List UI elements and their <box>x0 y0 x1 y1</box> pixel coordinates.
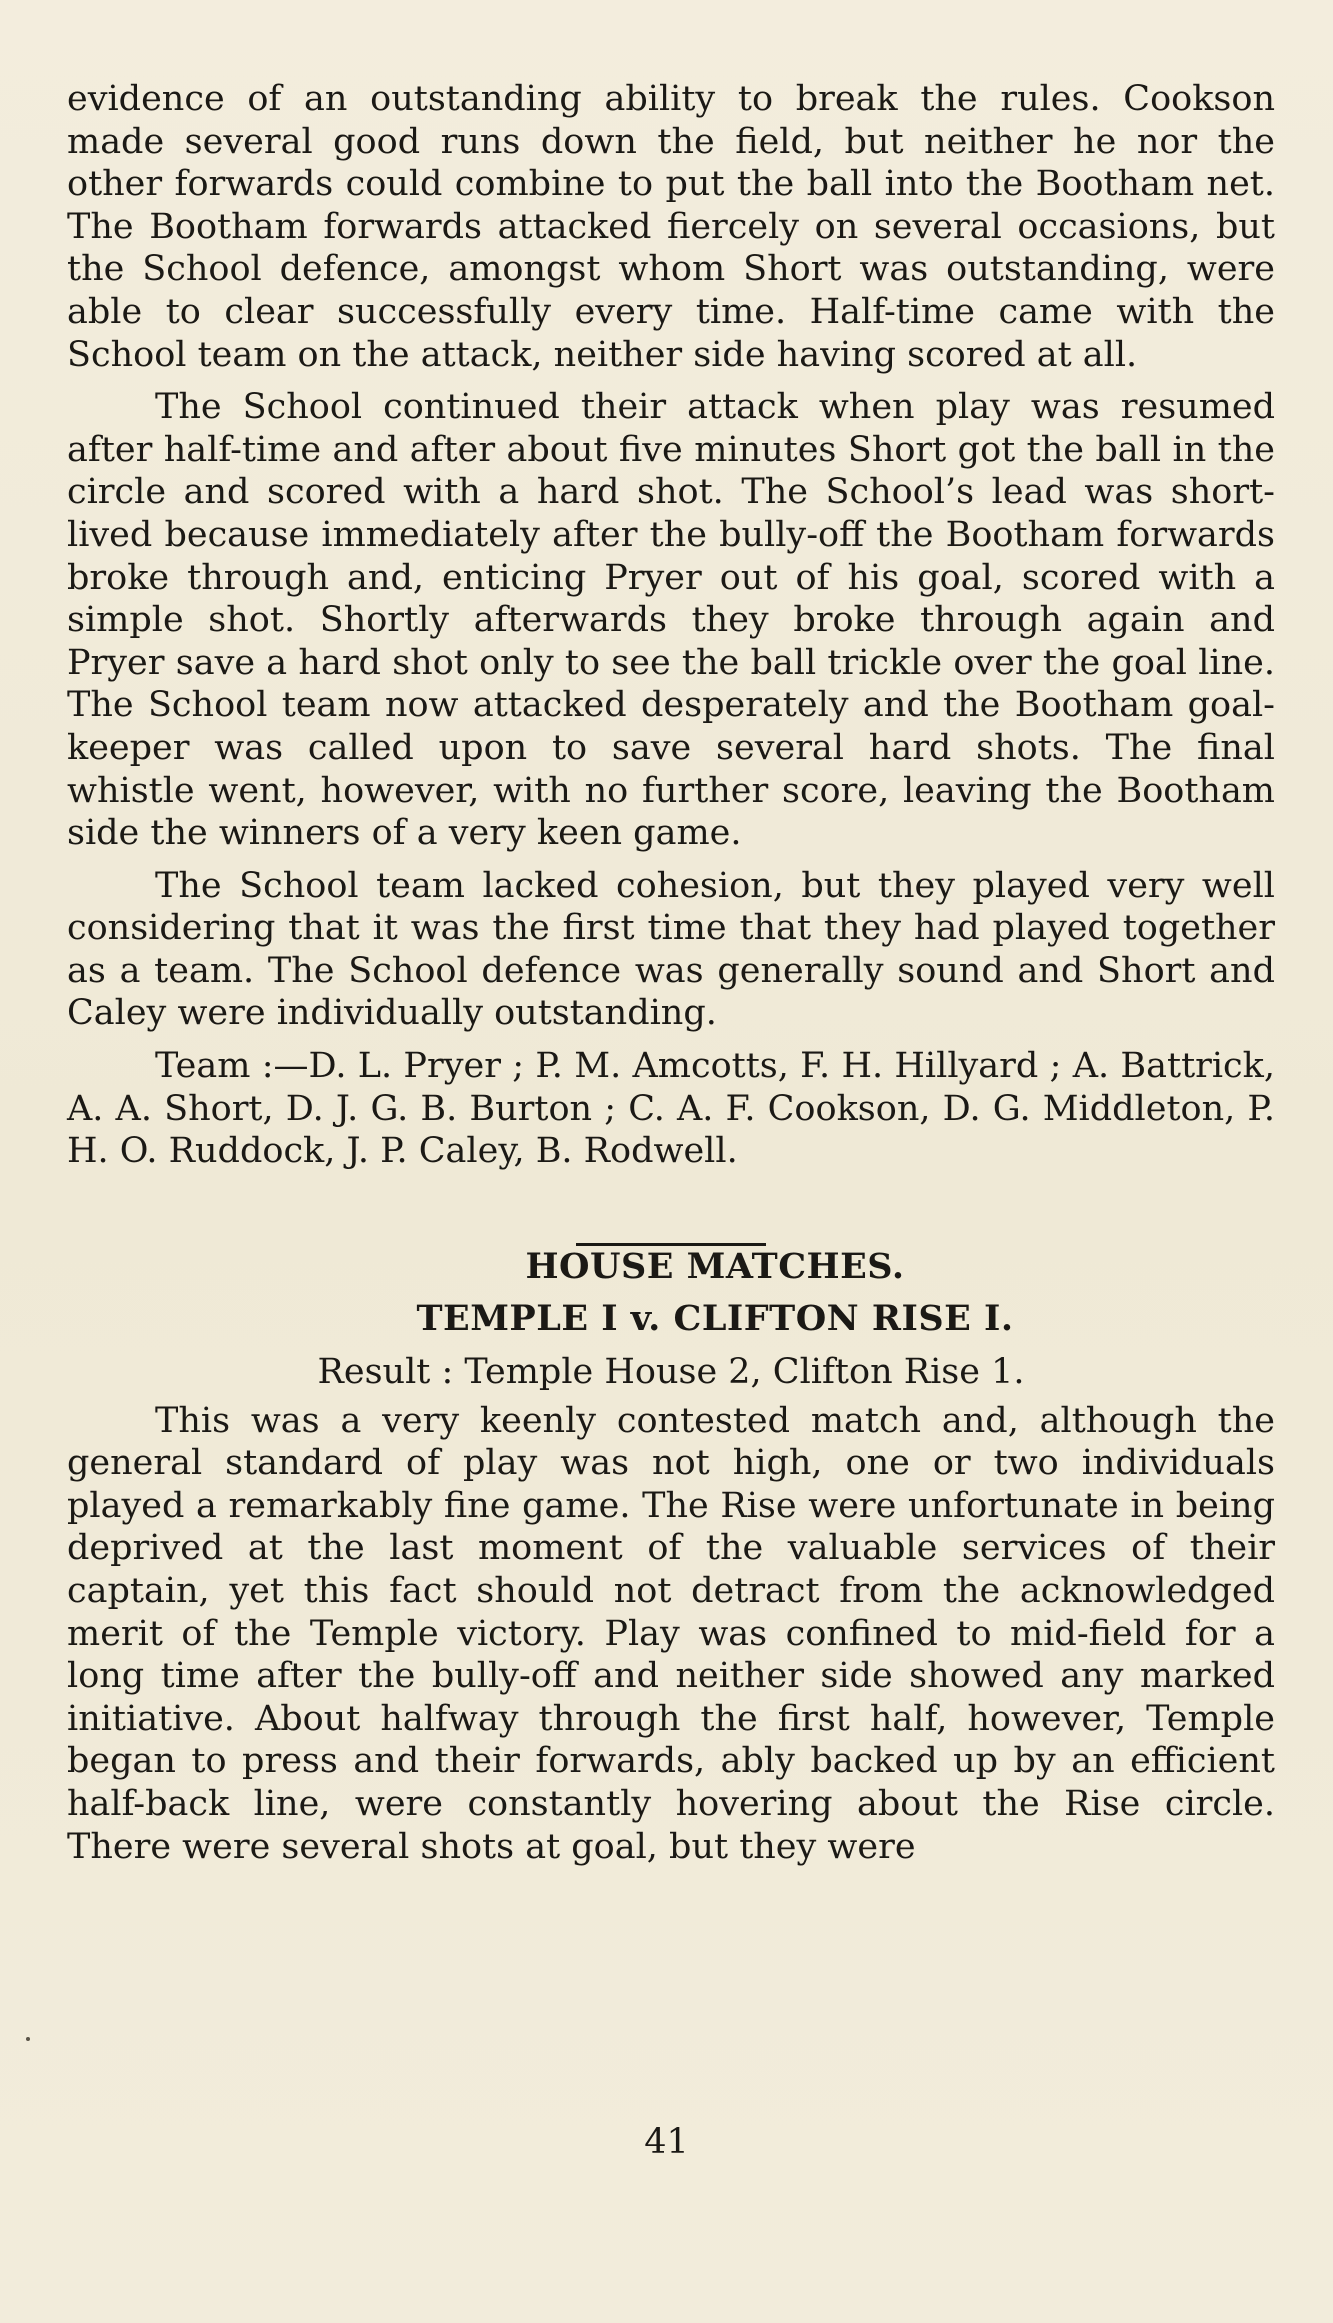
paragraph-team-list: Team :—D. L. Pryer ; P. M. Amcotts, F. H. Hillyard ; A. Battrick, A. A. Short, D. J. G. B. Burton ; C. A. F. Cookson, D. G. Middleton, P. H. O. Ruddock, J. P. Caley, B. Rodwell. <box>67 1046 1275 1172</box>
paragraph-match-report: This was a very keenly contested match and, although the general standard of play was not high, one or two individuals played a remarkably fine game. The Rise were unfortunate in being deprived at the last moment of the valuable services of their captain, yet this fact should not detract from the acknowledged merit of the Temple victory. Play was confined to mid-field for a long time after the bully-off and neither side showed any marked initiative. About halfway through the first half, however, Temple began to press and their forwards, ably backed up by an efficient half-back line, were constantly hovering about the Rise circle. There were several shots at goal, but they were <box>67 1400 1275 1867</box>
section-heading: HOUSE MATCHES. <box>525 1245 905 1287</box>
paper-speck <box>26 2037 30 2041</box>
paragraph-continued: evidence of an outstanding ability to break the rules. Cookson made several good runs down the field, but neither he nor the other forwards could combine to put the ball into the Bootham net. The Bootham forwards attacked fiercely on several occasions, but the School defence, amongst whom Short was outstanding, were able to clear successfully every time. Half-time came with the School team on the attack, neither side having scored at all. <box>67 79 1275 375</box>
match-title: TEMPLE I v. CLIFTON RISE I. <box>416 1298 1014 1340</box>
paragraph-summary: The School team lacked cohesion, but they played very well considering that it was the first time that they had played together as a team. The School defence was generally sound and Short and Caley were individually outstanding. <box>67 865 1275 1034</box>
match-result: Result : Temple House 2, Clifton Rise 1. <box>317 1352 1025 1393</box>
paragraph-second-half: The School continued their attack when play was resumed after half-time and after about five minutes Short got the ball in the circle and scored with a hard shot. The School’s lead was short-lived because immediately after the bully-off the Bootham forwards broke through and, enticing Pryer out of his goal, scored with a simple shot. Shortly afterwards they broke through again and Pryer save a hard shot only to see the ball trickle over the goal line. The School team now attacked desperately and the Bootham goalkeeper was called upon to save several hard shots. The final whistle went, however, with no further score, leaving the Bootham side the winners of a very keen game. <box>67 387 1275 854</box>
page-number: 41 <box>644 2122 689 2162</box>
article-body <box>67 78 1275 1868</box>
